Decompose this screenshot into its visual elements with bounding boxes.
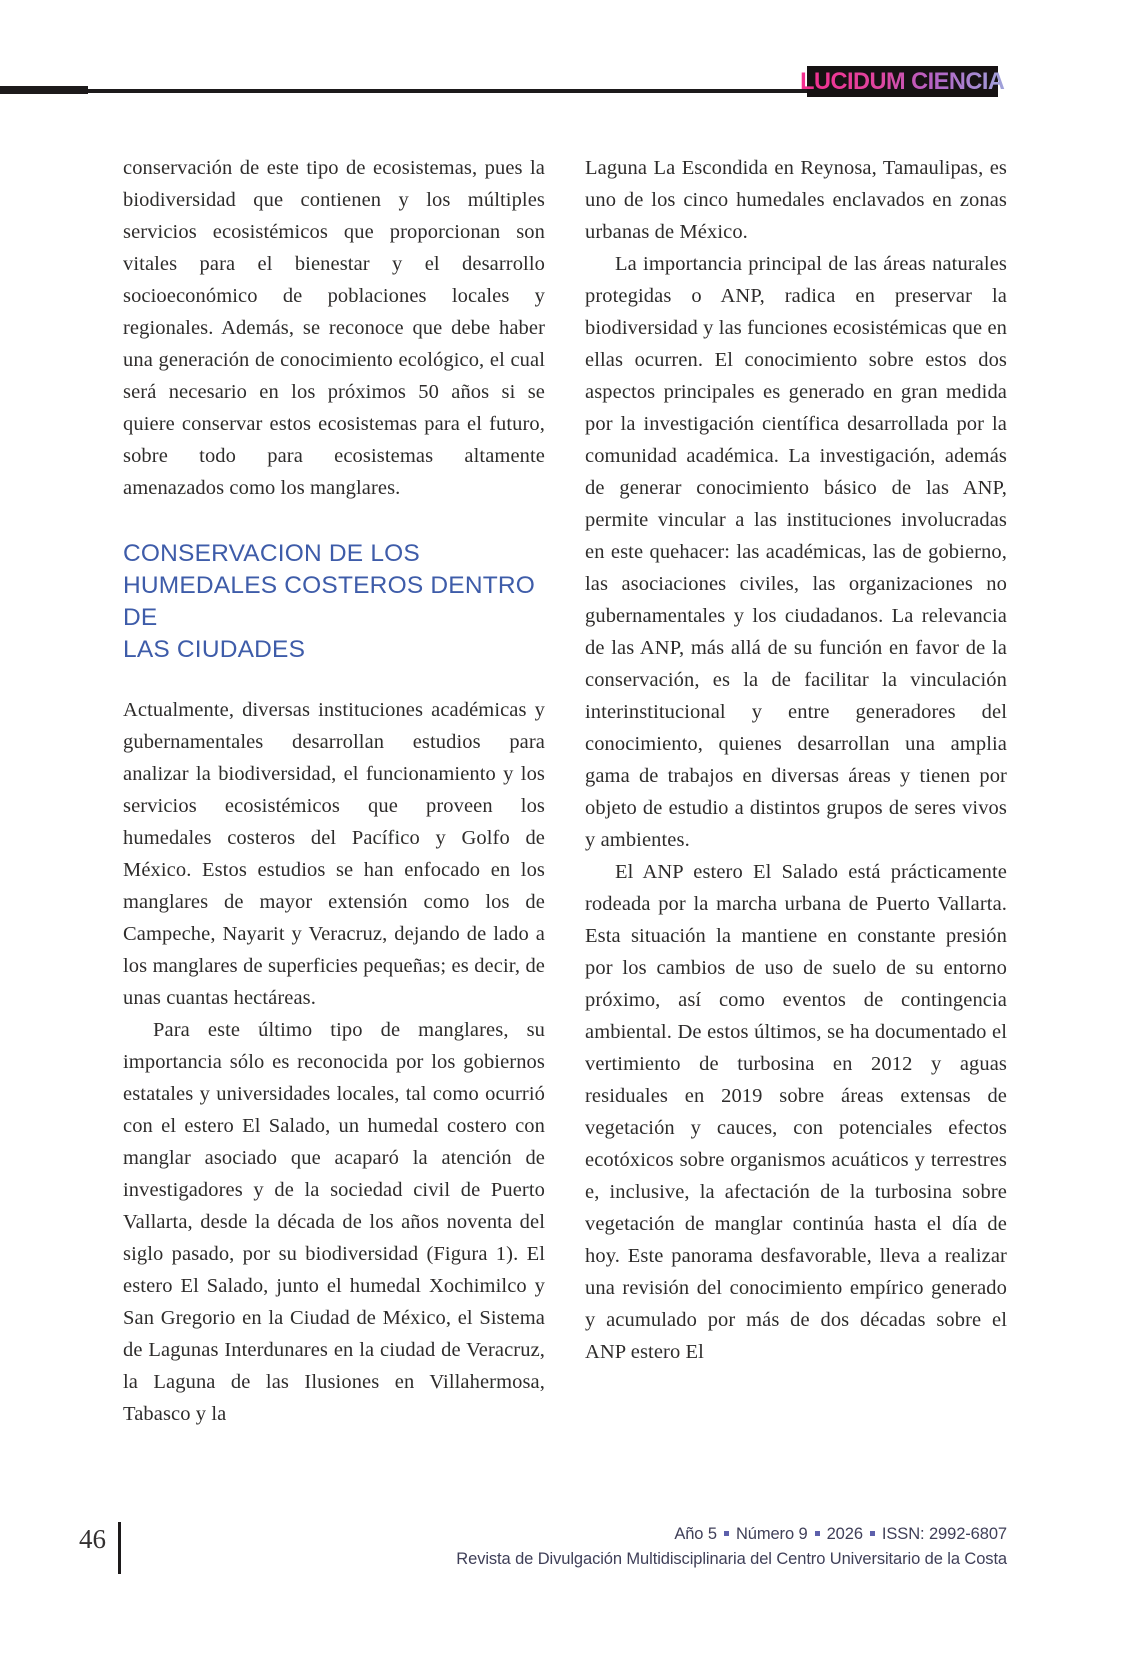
square-bullet-icon	[724, 1531, 729, 1536]
journal-footer	[456, 1522, 1007, 1572]
footer-journal-name: Revista de Divulgación Multidisciplinaria del Centro Universitario de la Costa	[456, 1550, 1007, 1568]
journal-logo-text: LUCIDUM CIENCIA	[800, 67, 1005, 95]
header-rule-thin	[88, 89, 807, 93]
paragraph: Para este último tipo de manglares, su importancia sólo es reconocida por los gobiernos estatales y universidades locales, tal como ocurrió con el estero El Salado, un humedal costero con manglar asociado que acaparó la atención de investigadores y de la sociedad civil de Puerto Vallarta, desde la década de los años noventa del siglo pasado, por su biodiversidad (Figura 1). El estero El Salado, junto el humedal Xochimilco y San Gregorio en la Ciudad de México, el Sistema de Lagunas Interdunares en la ciudad de Veracruz, la Laguna de las Ilusiones en Villahermosa, Tabasco y la	[123, 1019, 545, 1425]
square-bullet-icon	[815, 1531, 820, 1536]
journal-logo	[800, 66, 1005, 97]
footer-issue: Número 9	[735, 1525, 808, 1543]
section-heading-line: LAS CIUDADES	[123, 636, 306, 663]
paragraph-continuation: conservación de este tipo de ecosistemas, pues la biodiversidad que contienen y los múltiples servicios ecosistémicos que proporcionan son vitales para el bienestar y el desarrollo socioeconómico de poblaciones locales y regionales. Además, se reconoce que debe haber una generación de conocimiento ecológico, el cual será necesario en los próximos 50 años si se quiere conservar estos ecosistemas para el futuro, sobre todo para ecosistemas altamente amenazados como los manglares.	[123, 157, 545, 499]
page-number: 46	[79, 1524, 106, 1554]
page-number-divider	[118, 1522, 121, 1574]
paragraph: El ANP estero El Salado está prácticamente rodeada por la marcha urbana de Puerto Vallarta. Esta situación la mantiene en constante presión por los cambios de uso de suelo de su entorno próximo, así como eventos de contingencia ambiental. De estos últimos, se ha documentado el vertimiento de turbosina en 2012 y aguas residuales en 2019 sobre áreas extensas de vegetación y cauces, con potenciales efectos ecotóxicos sobre organismos acuáticos y terrestres e, inclusive, la afectación de la turbosina sobre vegetación de manglar continúa hasta el día de hoy. Este panorama desfavorable, lleva a realizar una revisión del conocimiento empírico generado y acumulado por más de dos décadas sobre el ANP estero El	[585, 861, 1007, 1363]
left-column	[123, 152, 545, 1430]
footer-date: 2026	[826, 1525, 863, 1543]
right-column	[585, 152, 1007, 1430]
footer-issn: ISSN: 2992-6807	[881, 1525, 1007, 1543]
section-heading-line: CONSERVACION DE LOS	[123, 540, 420, 567]
paragraph: Actualmente, diversas instituciones académicas y gubernamentales desarrollan estudios para analizar la biodiversidad, el funcionamiento y los servicios ecosistémicos que proveen los humedales costeros del Pacífico y Golfo de México. Estos estudios se han enfocado en los manglares de mayor extensión como los de Campeche, Nayarit y Veracruz, dejando de lado a los manglares de superficies pequeñas; es decir, de unas cuantas hectáreas.	[123, 699, 545, 1009]
square-bullet-icon	[870, 1531, 875, 1536]
paragraph-continuation: Laguna La Escondida en Reynosa, Tamaulipas, es uno de los cinco humedales enclavados en zonas urbanas de México.	[585, 157, 1007, 243]
footer-issue-line	[456, 1522, 1007, 1547]
section-heading-line: HUMEDALES COSTEROS DENTRO DE	[123, 572, 536, 631]
article-body	[123, 152, 1007, 1430]
section-heading	[123, 538, 545, 666]
footer-year: Año 5	[674, 1525, 717, 1543]
header-rule-thick	[0, 86, 88, 94]
paragraph: La importancia principal de las áreas naturales protegidas o ANP, radica en preservar la biodiversidad y las funciones ecosistémicas que en ellas ocurren. El conocimiento sobre estos dos aspectos principales es generado en gran medida por la investigación científica desarrollada por la comunidad académica. La investigación, además de generar conocimiento básico de las ANP, permite vincular a las instituciones involucradas en este quehacer: las académicas, las de gobierno, las asociaciones civiles, las organizaciones no gubernamentales y los ciudadanos. La relevancia de las ANP, más allá de su función en favor de la conservación, es la de facilitar la vinculación interinstitucional y entre generadores del conocimiento, quienes desarrollan una amplia gama de trabajos en diversas áreas y tienen por objeto de estudio a distintos grupos de seres vivos y ambientes.	[585, 253, 1007, 851]
